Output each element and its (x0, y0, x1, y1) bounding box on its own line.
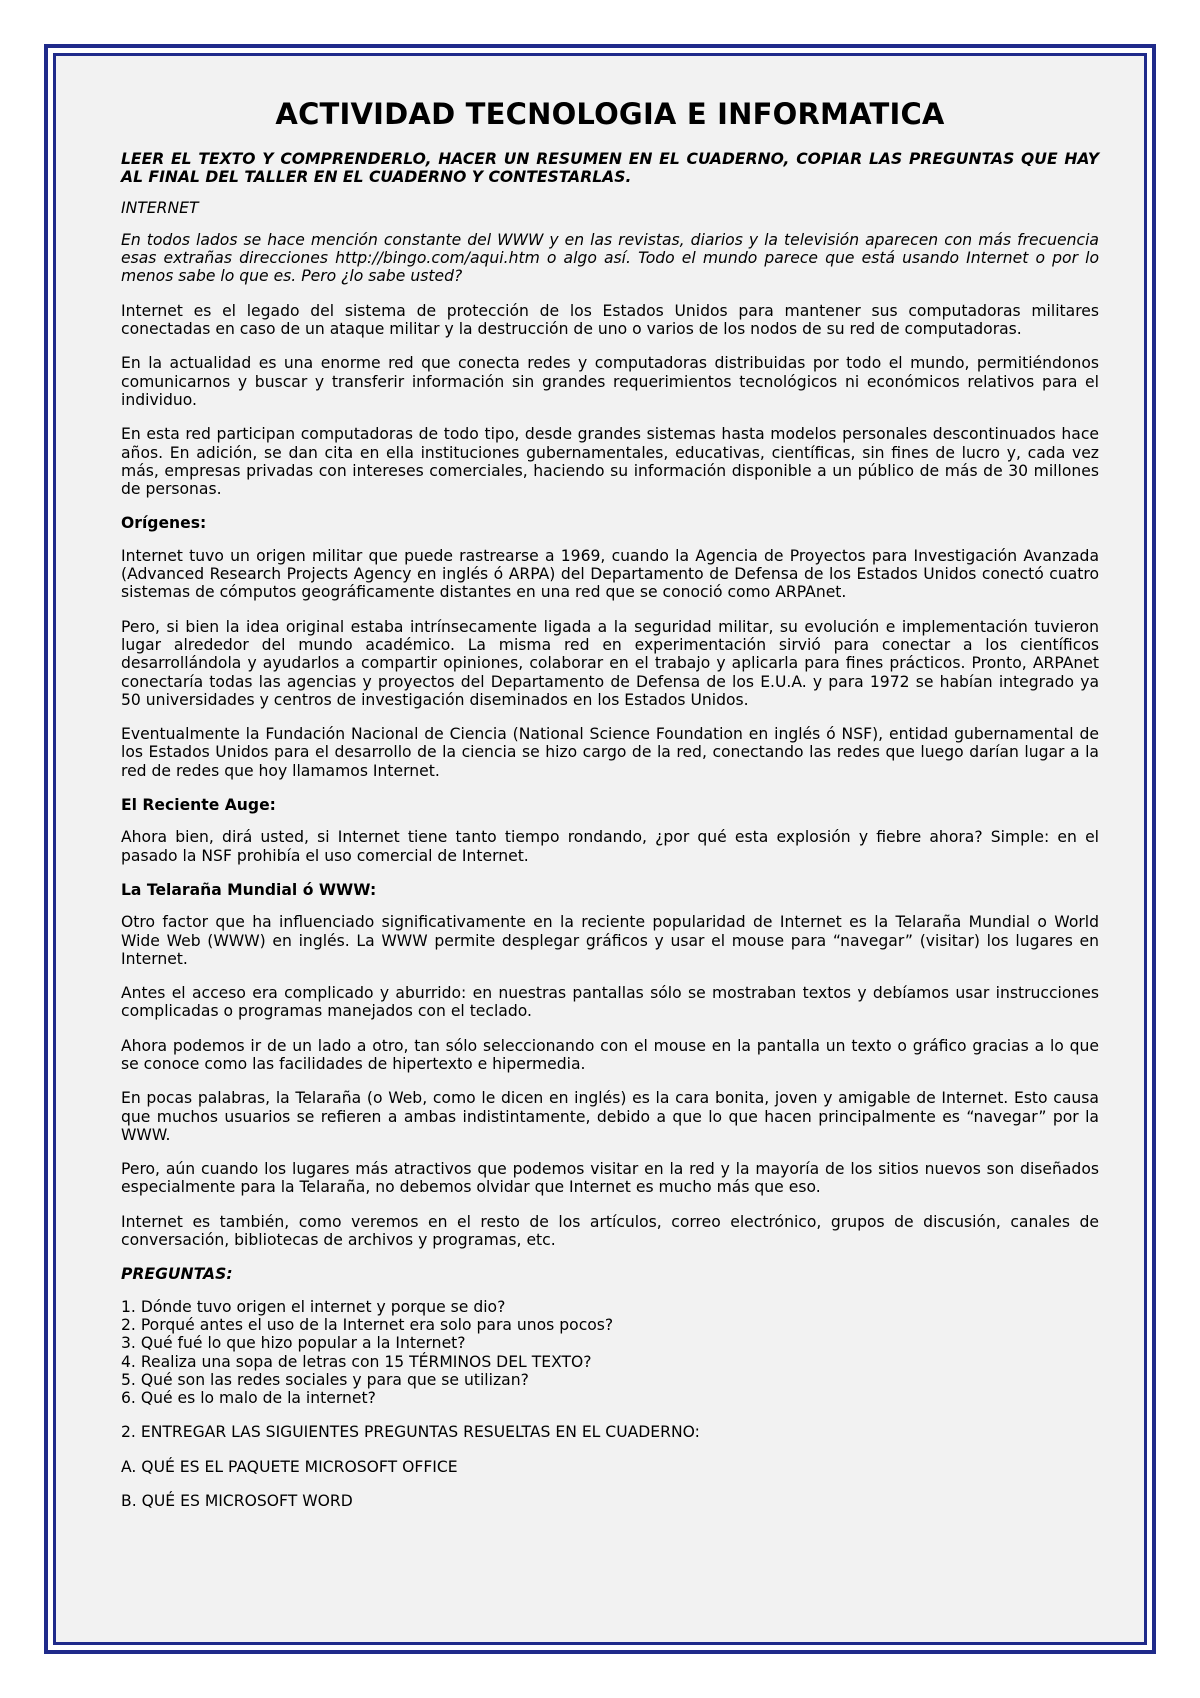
heading-preguntas: PREGUNTAS: (121, 1265, 233, 1284)
document-body (121, 96, 1099, 1526)
question-item: 1. Dónde tuvo origen el internet y porque se dio? (121, 1297, 506, 1316)
paragraph-1: Internet es el legado del sistema de protección de los Estados Unidos para mantener sus computadoras militares conectadas en caso de un ataque militar y la destrucción de uno o varios de los nodos de su red de computadoras. (121, 301, 1099, 339)
paragraph-8: Otro factor que ha influenciado significativamente en la reciente popularidad de Internet es la Telaraña Mundial o World Wide Web (WWW) en inglés. La WWW permite desplegar gráficos y usar el mouse para “navegar” (visitar) los lugares en Internet. (121, 913, 1099, 968)
paragraph-3: En esta red participan computadoras de todo tipo, desde grandes sistemas hasta modelos personales descontinuados hace años. En adición, se dan cita en ella instituciones gubernamentales, educativas, científicas, sin fines de lucro y, cada vez más, empresas privadas con intereses comerciales, haciendo su información disponible a un público de más de 30 millones de personas. (121, 425, 1099, 499)
paragraph-12: Pero, aún cuando los lugares más atractivos que podemos visitar en la red y la mayoría de los sitios nuevos son diseñados especialmente para la Telaraña, no debemos olvidar que Internet es mucho más que eso. (121, 1160, 1099, 1197)
paragraph-7: Ahora bien, dirá usted, si Internet tiene tanto tiempo rondando, ¿por qué esta explosión y fiebre ahora? Simple: en el pasado la NSF prohibía el uso comercial de Internet. (121, 828, 1099, 865)
question-item: 6. Qué es lo malo de la internet? (121, 1389, 376, 1408)
heading-auge: El Reciente Auge: (121, 796, 276, 815)
question-item: 5. Qué son las redes sociales y para que se utilizan? (121, 1370, 529, 1389)
instructions: LEER EL TEXTO Y COMPRENDERLO, HACER UN RESUMEN EN EL CUADERNO, COPIAR LAS PREGUNTAS QUE HAY AL FINAL DEL TALLER EN EL CUADERNO Y CONTESTARLAS. (121, 150, 1099, 187)
heading-origenes: Orígenes: (121, 514, 207, 533)
paragraph-9: Antes el acceso era complicado y aburrido: en nuestras pantallas sólo se mostraban textos y debíamos usar instrucciones complicadas o programas manejados con el teclado. (121, 984, 1099, 1021)
question-item: 2. Porqué antes el uso de la Internet era solo para unos pocos? (121, 1315, 614, 1334)
item-a: A. QUÉ ES EL PAQUETE MICROSOFT OFFICE (121, 1457, 458, 1476)
paragraph-6: Eventualmente la Fundación Nacional de Ciencia (National Science Foundation en inglés ó NSF), entidad gubernamental de los Estados Unidos para el desarrollo de la ciencia se hizo cargo de la red, conectando las redes que luego darían lugar a la red de redes que hoy llamamos Internet. (121, 725, 1099, 780)
paragraph-13: Internet es también, como veremos en el resto de los artículos, correo electrónico, grupos de discusión, canales de conversación, bibliotecas de archivos y programas, etc. (121, 1212, 1099, 1250)
paragraph-11: En pocas palabras, la Telaraña (o Web, como le dicen en inglés) es la cara bonita, joven y amigable de Internet. Esto causa que muchos usuarios se refieren a ambas indistintamente, debido a que lo que hacen principalmente es “navegar” por la WWW. (121, 1089, 1099, 1144)
questions-list (121, 1298, 1099, 1408)
page-title: ACTIVIDAD TECNOLOGIA E INFORMATICA (275, 97, 945, 131)
paragraph-2: En la actualidad es una enorme red que conecta redes y computadoras distribuidas por todo el mundo, permitiéndonos comunicarnos y buscar y transferir información sin grandes requerimientos tecnológicos ni económicos relativos para el individuo. (121, 354, 1099, 409)
paragraph-5: Pero, si bien la idea original estaba intrínsecamente ligada a la seguridad militar, su evolución e implementación tuvieron lugar alrededor del mundo académico. La misma red en experimentación sirvió para conectar a los científicos desarrollándola y ayudarlos a compartir opiniones, colaborar en el trabajo y aplicarla para fines prácticos. Pronto, ARPAnet conectaría todas las agencias y proyectos del Departamento de Defensa de los E.U.A. y para 1972 se habían integrado ya 50 universidades y centros de investigación diseminados en los Estados Unidos. (121, 617, 1099, 709)
deliver-line: 2. ENTREGAR LAS SIGUIENTES PREGUNTAS RESUELTAS EN EL CUADERNO: (121, 1423, 700, 1442)
question-item: 4. Realiza una sopa de letras con 15 TÉRMINOS DEL TEXTO? (121, 1352, 592, 1371)
paragraph-10: Ahora podemos ir de un lado a otro, tan sólo seleccionando con el mouse en la pantalla un texto o gráfico gracias a lo que se conoce como las facilidades de hipertexto e hipermedia. (121, 1036, 1099, 1073)
section-internet-heading: INTERNET (121, 198, 199, 217)
heading-www: La Telaraña Mundial ó WWW: (121, 880, 377, 899)
question-item: 3. Qué fué lo que hizo popular a la Internet? (121, 1334, 466, 1353)
paragraph-4: Internet tuvo un origen militar que puede rastrearse a 1969, cuando la Agencia de Proyectos para Investigación Avanzada (Advanced Research Projects Agency en inglés ó ARPA) del Departamento de Defensa de los Estados Unidos conectó cuatro sistemas de cómputos geográficamente distantes en una red que se conoció como ARPAnet. (121, 546, 1099, 602)
intro-paragraph: En todos lados se hace mención constante del WWW y en las revistas, diarios y la televisión aparecen con más frecuencia esas extrañas direcciones http://bingo.com/aqui.htm o algo así. Todo el mundo parece que está usando Internet o por lo menos sabe lo que es. Pero ¿lo sabe usted? (121, 230, 1099, 286)
item-b: B. QUÉ ES MICROSOFT WORD (121, 1492, 353, 1511)
